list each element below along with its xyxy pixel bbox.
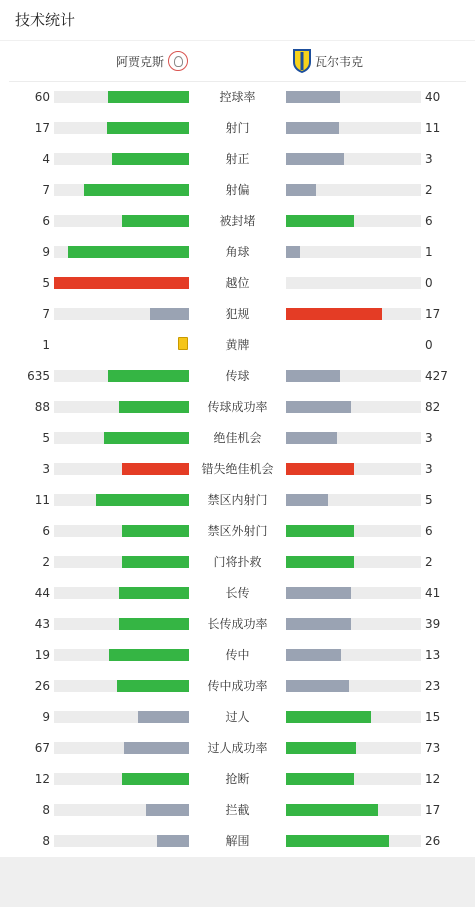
away-stat-bar <box>286 91 421 103</box>
home-stat-bar-fill <box>68 246 190 258</box>
away-stat-bar <box>286 556 421 568</box>
away-team-name: 瓦尔韦克 <box>315 54 364 69</box>
home-stat-bar <box>54 525 189 537</box>
away-stat-value: 39 <box>425 617 441 631</box>
away-stat-bar <box>286 680 421 692</box>
away-stat-bar-fill <box>286 246 300 258</box>
stat-row <box>0 826 475 857</box>
away-stat-bar <box>286 711 421 723</box>
home-stat-value: 26 <box>34 679 50 693</box>
away-stat-bar-fill <box>286 308 382 320</box>
away-stat-bar-fill <box>286 494 328 506</box>
away-stat-bar <box>286 649 421 661</box>
home-stat-bar <box>54 370 189 382</box>
home-stat-bar-fill <box>96 494 189 506</box>
home-stat-value: 5 <box>42 431 50 445</box>
stat-label: 解围 <box>225 834 250 848</box>
stat-label: 传中 <box>225 648 250 662</box>
home-stat-value: 635 <box>27 369 50 383</box>
stat-row <box>0 485 475 516</box>
home-stat-value: 43 <box>34 617 50 631</box>
home-stat-value: 12 <box>34 772 50 786</box>
away-stat-value: 17 <box>425 307 441 321</box>
home-stat-value: 9 <box>42 245 50 259</box>
stat-row <box>0 237 475 268</box>
away-stat-value: 0 <box>425 276 433 290</box>
home-stat-value: 19 <box>34 648 50 662</box>
home-stat-value: 1 <box>42 338 50 352</box>
stat-row <box>0 733 475 764</box>
away-team[interactable] <box>293 48 363 74</box>
stat-label: 射正 <box>225 152 250 166</box>
home-stat-bar-fill <box>122 215 190 227</box>
home-stat-bar-fill <box>108 91 189 103</box>
home-stat-bar <box>54 401 189 413</box>
away-stat-bar-fill <box>286 184 316 196</box>
away-stat-value: 1 <box>425 245 433 259</box>
stat-label: 禁区内射门 <box>207 493 268 507</box>
home-stat-bar <box>54 122 189 134</box>
home-stat-bar-fill <box>122 773 190 785</box>
away-stat-bar <box>286 184 421 196</box>
home-stat-bar <box>54 835 189 847</box>
away-stat-value: 17 <box>425 803 441 817</box>
home-stat-bar-fill <box>107 122 189 134</box>
home-stat-value: 3 <box>42 462 50 476</box>
away-stat-bar-fill <box>286 370 340 382</box>
away-stat-bar <box>286 153 421 165</box>
stat-row <box>0 795 475 826</box>
home-stat-value: 2 <box>42 555 50 569</box>
home-stat-bar-fill <box>150 308 189 320</box>
away-stat-bar-fill <box>286 742 356 754</box>
home-stat-bar-fill <box>119 587 189 599</box>
stat-label: 抢断 <box>225 772 250 786</box>
home-stat-bar-fill <box>54 277 189 289</box>
away-stat-bar <box>286 835 421 847</box>
home-stat-bar <box>54 277 189 289</box>
stat-row <box>0 299 475 330</box>
stats-list <box>0 82 475 857</box>
home-stat-value: 11 <box>34 493 50 507</box>
home-stat-bar <box>54 184 189 196</box>
stat-row <box>0 640 475 671</box>
home-stat-bar <box>54 804 189 816</box>
away-stat-bar <box>286 432 421 444</box>
stat-row <box>0 764 475 795</box>
away-stat-bar <box>286 370 421 382</box>
away-stat-bar-fill <box>286 432 337 444</box>
yellow-card-icon <box>178 337 188 350</box>
home-stat-bar <box>54 742 189 754</box>
away-stat-bar <box>286 804 421 816</box>
stat-label: 门将扑救 <box>213 555 262 569</box>
home-stat-bar <box>54 680 189 692</box>
home-stat-bar-fill <box>104 432 189 444</box>
home-stat-bar-fill <box>122 556 190 568</box>
stat-row <box>0 113 475 144</box>
away-stat-value: 3 <box>425 462 433 476</box>
away-stat-bar <box>286 525 421 537</box>
stat-label: 禁区外射门 <box>207 524 268 538</box>
home-stat-bar-fill <box>122 463 190 475</box>
stat-label: 黄牌 <box>225 338 250 352</box>
away-stat-value: 73 <box>425 741 441 755</box>
home-stat-bar <box>54 587 189 599</box>
home-stat-value: 5 <box>42 276 50 290</box>
stat-label: 射偏 <box>225 183 250 197</box>
away-stat-bar <box>286 742 421 754</box>
home-stat-value: 67 <box>34 741 50 755</box>
away-stat-value: 26 <box>425 834 441 848</box>
stat-row <box>0 547 475 578</box>
home-stat-value: 4 <box>42 152 50 166</box>
away-stat-bar <box>286 618 421 630</box>
home-stat-bar <box>54 308 189 320</box>
home-stat-bar-fill <box>146 804 189 816</box>
stat-label: 传球 <box>225 369 250 383</box>
stat-row <box>0 268 475 299</box>
away-stat-value: 13 <box>425 648 441 662</box>
away-stat-bar <box>286 277 421 289</box>
away-stat-value: 0 <box>425 338 433 352</box>
stat-label: 传中成功率 <box>207 679 268 693</box>
home-team[interactable] <box>116 48 188 74</box>
home-stat-value: 8 <box>42 834 50 848</box>
stat-label: 传球成功率 <box>207 400 268 414</box>
home-stat-value: 9 <box>42 710 50 724</box>
away-stat-value: 3 <box>425 431 433 445</box>
away-stat-bar-fill <box>286 711 371 723</box>
away-stat-bar-fill <box>286 649 341 661</box>
away-stat-bar <box>286 587 421 599</box>
away-stat-bar-fill <box>286 618 351 630</box>
away-stat-bar <box>286 773 421 785</box>
stat-row <box>0 423 475 454</box>
stat-row <box>0 578 475 609</box>
home-stat-bar <box>54 91 189 103</box>
away-stat-bar-fill <box>286 401 351 413</box>
stat-label: 长传成功率 <box>207 617 268 631</box>
away-stat-bar-fill <box>286 556 354 568</box>
home-stat-bar <box>54 215 189 227</box>
away-stat-value: 5 <box>425 493 433 507</box>
away-stat-value: 2 <box>425 555 433 569</box>
home-stat-bar <box>54 556 189 568</box>
home-stat-value: 6 <box>42 524 50 538</box>
away-stat-value: 2 <box>425 183 433 197</box>
stat-label: 犯规 <box>225 307 250 321</box>
stat-row <box>0 454 475 485</box>
stat-label: 过人成功率 <box>207 741 268 755</box>
stat-row <box>0 671 475 702</box>
home-stat-bar <box>54 649 189 661</box>
away-stat-value: 11 <box>425 121 441 135</box>
stat-row <box>0 175 475 206</box>
stat-row <box>0 144 475 175</box>
home-stat-value: 44 <box>34 586 50 600</box>
home-stat-value: 7 <box>42 307 50 321</box>
home-stat-bar <box>54 153 189 165</box>
away-stat-value: 427 <box>425 369 448 383</box>
home-stat-bar-fill <box>108 370 189 382</box>
home-stat-bar-fill <box>138 711 189 723</box>
stat-row <box>0 206 475 237</box>
away-stat-bar-fill <box>286 835 389 847</box>
away-stat-bar <box>286 463 421 475</box>
stat-label: 长传 <box>225 586 250 600</box>
away-stat-bar-fill <box>286 804 378 816</box>
away-stat-value: 3 <box>425 152 433 166</box>
away-stat-bar <box>286 401 421 413</box>
stat-label: 绝佳机会 <box>213 431 262 445</box>
page-title: 技术统计 <box>15 11 76 29</box>
home-stat-value: 7 <box>42 183 50 197</box>
home-stat-value: 17 <box>34 121 50 135</box>
home-stat-bar <box>54 246 189 258</box>
home-stat-bar <box>54 711 189 723</box>
stat-label: 射门 <box>225 121 250 135</box>
away-stat-bar-fill <box>286 122 339 134</box>
away-stat-bar-fill <box>286 680 349 692</box>
home-stat-bar <box>54 494 189 506</box>
away-stat-value: 15 <box>425 710 441 724</box>
away-stat-bar <box>286 215 421 227</box>
away-stat-bar-fill <box>286 215 354 227</box>
away-stat-value: 12 <box>425 772 441 786</box>
home-stat-bar <box>54 618 189 630</box>
home-stat-value: 88 <box>34 400 50 414</box>
home-stat-value: 8 <box>42 803 50 817</box>
away-stat-bar <box>286 246 421 258</box>
away-stat-bar <box>286 122 421 134</box>
stat-label: 控球率 <box>219 90 256 104</box>
stat-row <box>0 330 475 361</box>
away-stat-value: 6 <box>425 214 433 228</box>
stat-row <box>0 609 475 640</box>
home-stat-bar-fill <box>119 401 189 413</box>
stat-row <box>0 516 475 547</box>
stat-row <box>0 702 475 733</box>
home-stat-bar <box>54 432 189 444</box>
stat-label: 拦截 <box>225 803 250 817</box>
home-stat-value: 60 <box>34 90 50 104</box>
away-stat-value: 41 <box>425 586 441 600</box>
away-stat-value: 23 <box>425 679 441 693</box>
away-stat-value: 40 <box>425 90 441 104</box>
away-stat-bar-fill <box>286 153 344 165</box>
stat-row <box>0 361 475 392</box>
away-stat-bar <box>286 494 421 506</box>
stat-row <box>0 82 475 113</box>
home-stat-bar-fill <box>119 618 189 630</box>
home-stat-bar-fill <box>84 184 189 196</box>
home-stat-bar-fill <box>117 680 189 692</box>
away-stat-value: 82 <box>425 400 441 414</box>
away-stat-bar-fill <box>286 463 354 475</box>
home-team-logo-icon <box>168 51 188 71</box>
away-stat-bar-fill <box>286 91 340 103</box>
stat-label: 越位 <box>225 276 250 290</box>
home-team-name: 阿贾克斯 <box>115 54 164 69</box>
home-stat-bar-fill <box>109 649 189 661</box>
stat-label: 被封堵 <box>219 214 256 228</box>
home-stat-bar-fill <box>124 742 189 754</box>
home-stat-bar-fill <box>112 153 189 165</box>
away-team-logo-icon <box>293 49 311 73</box>
stat-label: 错失绝佳机会 <box>201 462 274 476</box>
stat-row <box>0 392 475 423</box>
away-stat-bar-fill <box>286 525 354 537</box>
away-stat-bar-fill <box>286 587 351 599</box>
away-stat-bar <box>286 308 421 320</box>
home-stat-value: 6 <box>42 214 50 228</box>
home-stat-bar <box>54 773 189 785</box>
home-stat-bar-fill <box>122 525 190 537</box>
home-stat-bar <box>54 463 189 475</box>
divider <box>0 40 475 41</box>
stat-label: 角球 <box>225 245 250 259</box>
away-stat-value: 6 <box>425 524 433 538</box>
away-stat-bar-fill <box>286 773 354 785</box>
home-stat-bar-fill <box>157 835 189 847</box>
stat-label: 过人 <box>225 710 250 724</box>
